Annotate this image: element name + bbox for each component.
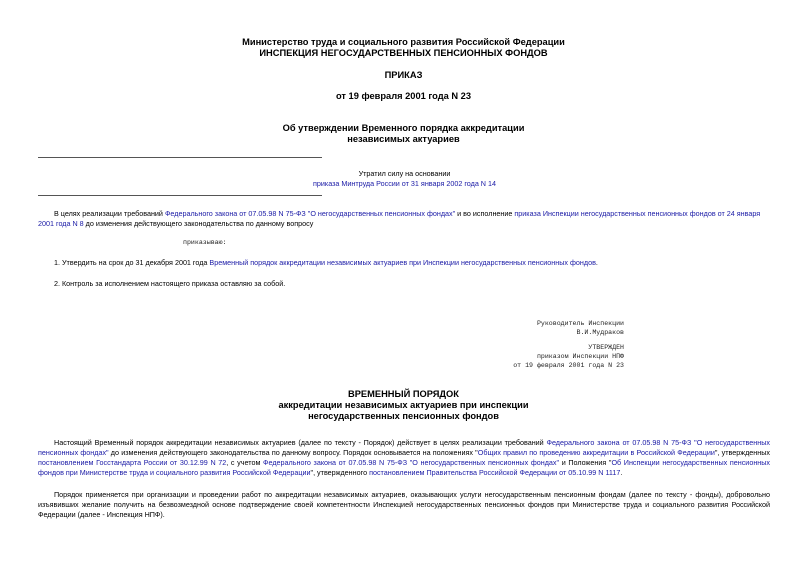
item-1	[54, 258, 774, 268]
signature-block	[537, 319, 624, 337]
order-title-line3: негосударственных пенсионных фондов	[308, 411, 499, 421]
para1-government-link[interactable]: постановлением Правительства Российской Федерации от 05.10.99 N 1117	[369, 468, 621, 477]
approval-line1: УТВЕРЖДЕН	[588, 344, 624, 351]
divider-top	[38, 157, 322, 158]
status-text: Утратил силу на основании	[358, 169, 451, 178]
para1-text-5: и Положения "	[559, 458, 612, 467]
paragraph-2: Порядок применяется при организации и проведении работ по аккредитации независимых актуариев, оказывающих услуги негосударственным пенсионным фондам (далее по тексту - фонды), добровольно изъявивших желание получить на безвозмездной основе подтверждение своей компетентности Инспекцией негосударственных пенсионных фондов при Министерстве труда и социального развития Российской Федерации (далее - Инспекция НПФ).	[38, 490, 770, 519]
doc-title-line1: Об утверждении Временного порядка аккредитации	[282, 123, 525, 133]
item-2: 2. Контроль за исполнением настоящего приказа оставляю за собой.	[54, 279, 286, 288]
doc-type-heading: ПРИКАЗ	[384, 70, 423, 80]
para1-law-link[interactable]: Федерального закона от 07.05.98 N 75-ФЗ "О негосударственных пенсионных фондах"	[38, 438, 770, 457]
preamble-text-1: В целях реализации требований	[54, 209, 165, 218]
preamble-law-link[interactable]: Федерального закона от 07.05.98 N 75-ФЗ "О негосударственных пенсионных фондах"	[164, 209, 456, 218]
order-title-line1: ВРЕМЕННЫЙ ПОРЯДОК	[348, 389, 459, 399]
para1-law-link-2[interactable]: Федерального закона от 07.05.98 N 75-ФЗ "О негосударственных пенсионных фондах"	[263, 458, 560, 467]
para1-text-4: , с учетом	[226, 458, 264, 467]
doc-title-line2: независимых актуариев	[347, 134, 460, 144]
approval-line3: от 19 февраля 2001 года N 23	[513, 362, 624, 369]
preamble-paragraph	[38, 209, 764, 229]
item-1-suffix: .	[595, 258, 598, 267]
inspection-heading: ИНСПЕКЦИЯ НЕГОСУДАРСТВЕННЫХ ПЕНСИОННЫХ ФОНДОВ	[259, 48, 548, 58]
para1-gosstandart-link[interactable]: постановлением Госстандарта России от 30.12.99 N 72	[38, 458, 227, 467]
divider-bottom	[38, 195, 322, 196]
para1-rules-link[interactable]: Общих правил по проведению аккредитации в Российской Федерации	[477, 448, 715, 457]
para1-text-2: до изменения действующего законодательства по данному вопросу. Порядок основывается на положениях "	[108, 448, 478, 457]
approval-block	[513, 343, 624, 370]
doc-date-number: от 19 февраля 2001 года N 23	[335, 91, 472, 101]
signature-position: Руководитель Инспекции	[536, 320, 624, 327]
status-link[interactable]: приказа Минтруда России от 31 января 2002 года N 14	[312, 179, 496, 188]
para1-regulation-link[interactable]: Об Инспекции негосударственных пенсионных фондов при Министерстве труда и социального развития Российской Федерации	[38, 458, 771, 477]
para1-text-6: ", утвержденного	[310, 468, 370, 477]
status-block	[300, 169, 509, 189]
order-title-line2: аккредитации независимых актуариев при инспекции	[278, 400, 529, 410]
preamble-text-3: до изменения действующего законодательства по данному вопросу	[83, 219, 314, 228]
signature-name: В.И.Мудраков	[576, 329, 624, 336]
preamble-order-link[interactable]: приказа Инспекции негосударственных пенсионных фондов от 24 января 2001 года N 8	[38, 209, 761, 228]
item-1-prefix: 1. Утвердить на срок до 31 декабря 2001 года	[54, 258, 210, 267]
para1-text-3: ", утвержденных	[714, 448, 770, 457]
orders-word: приказываю:	[183, 239, 227, 246]
preamble-text-2: и во исполнение	[455, 209, 515, 218]
paragraph-1	[38, 438, 770, 478]
approval-line2: приказом Инспекции НПФ	[536, 353, 624, 360]
item-1-link[interactable]: Временный порядок аккредитации независимых актуариев при Инспекции негосударственных пенсионных фондов	[209, 258, 596, 267]
ministry-heading: Министерство труда и социального развития Российской Федерации	[242, 37, 565, 47]
para1-text-7: .	[620, 468, 623, 477]
para1-text-1: Настоящий Временный порядок аккредитации независимых актуариев (далее по тексту - Порядок) действует в целях реализации требований	[54, 438, 547, 447]
